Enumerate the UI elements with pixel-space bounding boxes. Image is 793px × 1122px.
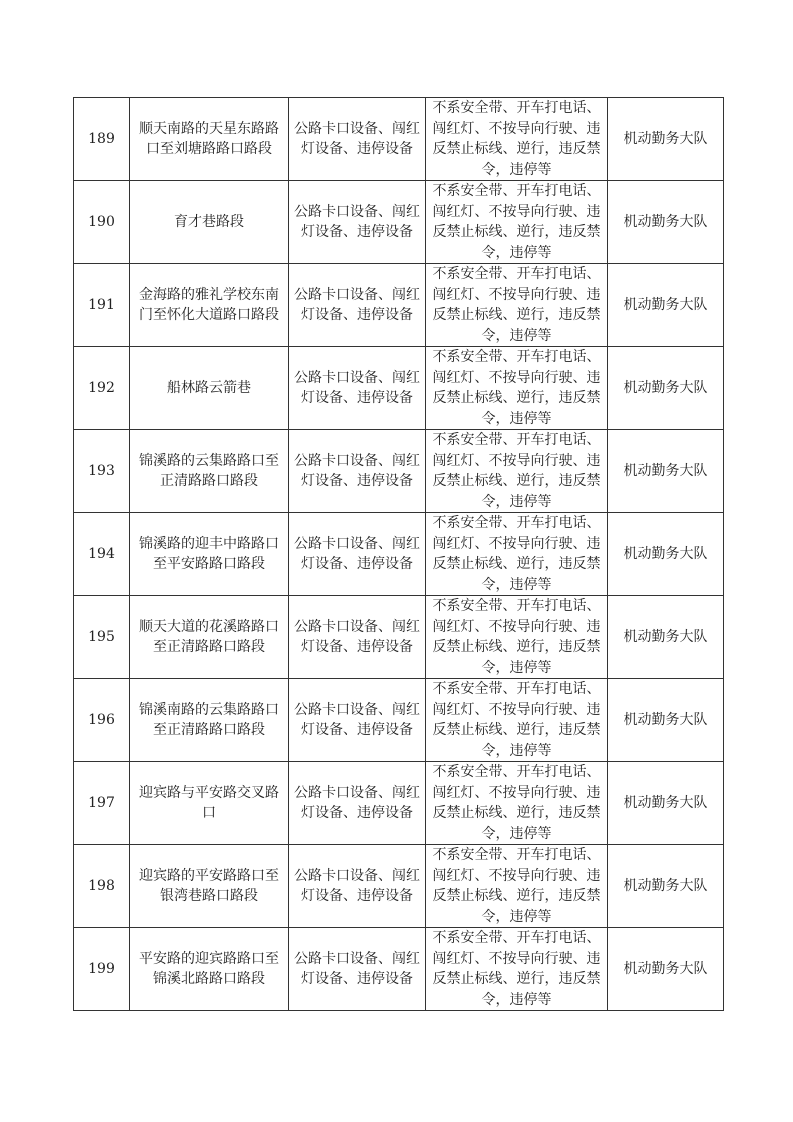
location-cell: 金海路的雅礼学校东南门至怀化大道路口路段 — [130, 264, 289, 347]
table-row — [74, 264, 724, 347]
violations-cell: 不系安全带、开车打电话、闯红灯、不按导向行驶、违反禁止标线、逆行，违反禁令，违停等 — [426, 98, 608, 181]
enforcement-locations-table — [73, 97, 724, 1011]
location-cell: 顺天南路的天星东路路口至刘塘路路口路段 — [130, 98, 289, 181]
equipment-cell: 公路卡口设备、闯红灯设备、违停设备 — [289, 679, 426, 762]
row-number: 196 — [74, 679, 130, 762]
table-row — [74, 347, 724, 430]
unit-cell: 机动勤务大队 — [608, 347, 724, 430]
equipment-cell: 公路卡口设备、闯红灯设备、违停设备 — [289, 347, 426, 430]
violations-cell: 不系安全带、开车打电话、闯红灯、不按导向行驶、违反禁止标线、逆行，违反禁令，违停等 — [426, 513, 608, 596]
location-cell: 船林路云箭巷 — [130, 347, 289, 430]
row-number: 198 — [74, 845, 130, 928]
table-row — [74, 845, 724, 928]
row-number: 195 — [74, 596, 130, 679]
equipment-cell: 公路卡口设备、闯红灯设备、违停设备 — [289, 928, 426, 1011]
location-cell: 迎宾路与平安路交叉路口 — [130, 762, 289, 845]
equipment-cell: 公路卡口设备、闯红灯设备、违停设备 — [289, 430, 426, 513]
location-cell: 锦溪路的迎丰中路路口至平安路路口路段 — [130, 513, 289, 596]
unit-cell: 机动勤务大队 — [608, 596, 724, 679]
row-number: 190 — [74, 181, 130, 264]
unit-cell: 机动勤务大队 — [608, 845, 724, 928]
violations-cell: 不系安全带、开车打电话、闯红灯、不按导向行驶、违反禁止标线、逆行，违反禁令，违停等 — [426, 347, 608, 430]
row-number: 189 — [74, 98, 130, 181]
row-number: 197 — [74, 762, 130, 845]
table-row — [74, 513, 724, 596]
violations-cell: 不系安全带、开车打电话、闯红灯、不按导向行驶、违反禁止标线、逆行，违反禁令，违停等 — [426, 596, 608, 679]
unit-cell: 机动勤务大队 — [608, 264, 724, 347]
location-cell: 锦溪南路的云集路路口至正清路路口路段 — [130, 679, 289, 762]
unit-cell: 机动勤务大队 — [608, 513, 724, 596]
row-number: 193 — [74, 430, 130, 513]
equipment-cell: 公路卡口设备、闯红灯设备、违停设备 — [289, 845, 426, 928]
location-cell: 育才巷路段 — [130, 181, 289, 264]
table-row — [74, 679, 724, 762]
table-row — [74, 596, 724, 679]
unit-cell: 机动勤务大队 — [608, 679, 724, 762]
equipment-cell: 公路卡口设备、闯红灯设备、违停设备 — [289, 98, 426, 181]
row-number: 192 — [74, 347, 130, 430]
violations-cell: 不系安全带、开车打电话、闯红灯、不按导向行驶、违反禁止标线、逆行，违反禁令，违停等 — [426, 762, 608, 845]
unit-cell: 机动勤务大队 — [608, 928, 724, 1011]
violations-cell: 不系安全带、开车打电话、闯红灯、不按导向行驶、违反禁止标线、逆行，违反禁令，违停等 — [426, 181, 608, 264]
location-cell: 顺天大道的花溪路路口至正清路路口路段 — [130, 596, 289, 679]
row-number: 199 — [74, 928, 130, 1011]
table-row — [74, 181, 724, 264]
unit-cell: 机动勤务大队 — [608, 430, 724, 513]
unit-cell: 机动勤务大队 — [608, 762, 724, 845]
row-number: 194 — [74, 513, 130, 596]
violations-cell: 不系安全带、开车打电话、闯红灯、不按导向行驶、违反禁止标线、逆行，违反禁令，违停等 — [426, 845, 608, 928]
location-cell: 锦溪路的云集路路口至正清路路口路段 — [130, 430, 289, 513]
unit-cell: 机动勤务大队 — [608, 181, 724, 264]
equipment-cell: 公路卡口设备、闯红灯设备、违停设备 — [289, 264, 426, 347]
violations-cell: 不系安全带、开车打电话、闯红灯、不按导向行驶、违反禁止标线、逆行，违反禁令，违停等 — [426, 928, 608, 1011]
table-row — [74, 928, 724, 1011]
equipment-cell: 公路卡口设备、闯红灯设备、违停设备 — [289, 596, 426, 679]
location-cell: 平安路的迎宾路路口至锦溪北路路口路段 — [130, 928, 289, 1011]
violations-cell: 不系安全带、开车打电话、闯红灯、不按导向行驶、违反禁止标线、逆行，违反禁令，违停等 — [426, 430, 608, 513]
violations-cell: 不系安全带、开车打电话、闯红灯、不按导向行驶、违反禁止标线、逆行，违反禁令，违停等 — [426, 264, 608, 347]
violations-cell: 不系安全带、开车打电话、闯红灯、不按导向行驶、违反禁止标线、逆行，违反禁令，违停等 — [426, 679, 608, 762]
table-row — [74, 430, 724, 513]
equipment-cell: 公路卡口设备、闯红灯设备、违停设备 — [289, 762, 426, 845]
equipment-cell: 公路卡口设备、闯红灯设备、违停设备 — [289, 513, 426, 596]
row-number: 191 — [74, 264, 130, 347]
unit-cell: 机动勤务大队 — [608, 98, 724, 181]
equipment-cell: 公路卡口设备、闯红灯设备、违停设备 — [289, 181, 426, 264]
table-row — [74, 98, 724, 181]
table-row — [74, 762, 724, 845]
location-cell: 迎宾路的平安路路口至银湾巷路口路段 — [130, 845, 289, 928]
